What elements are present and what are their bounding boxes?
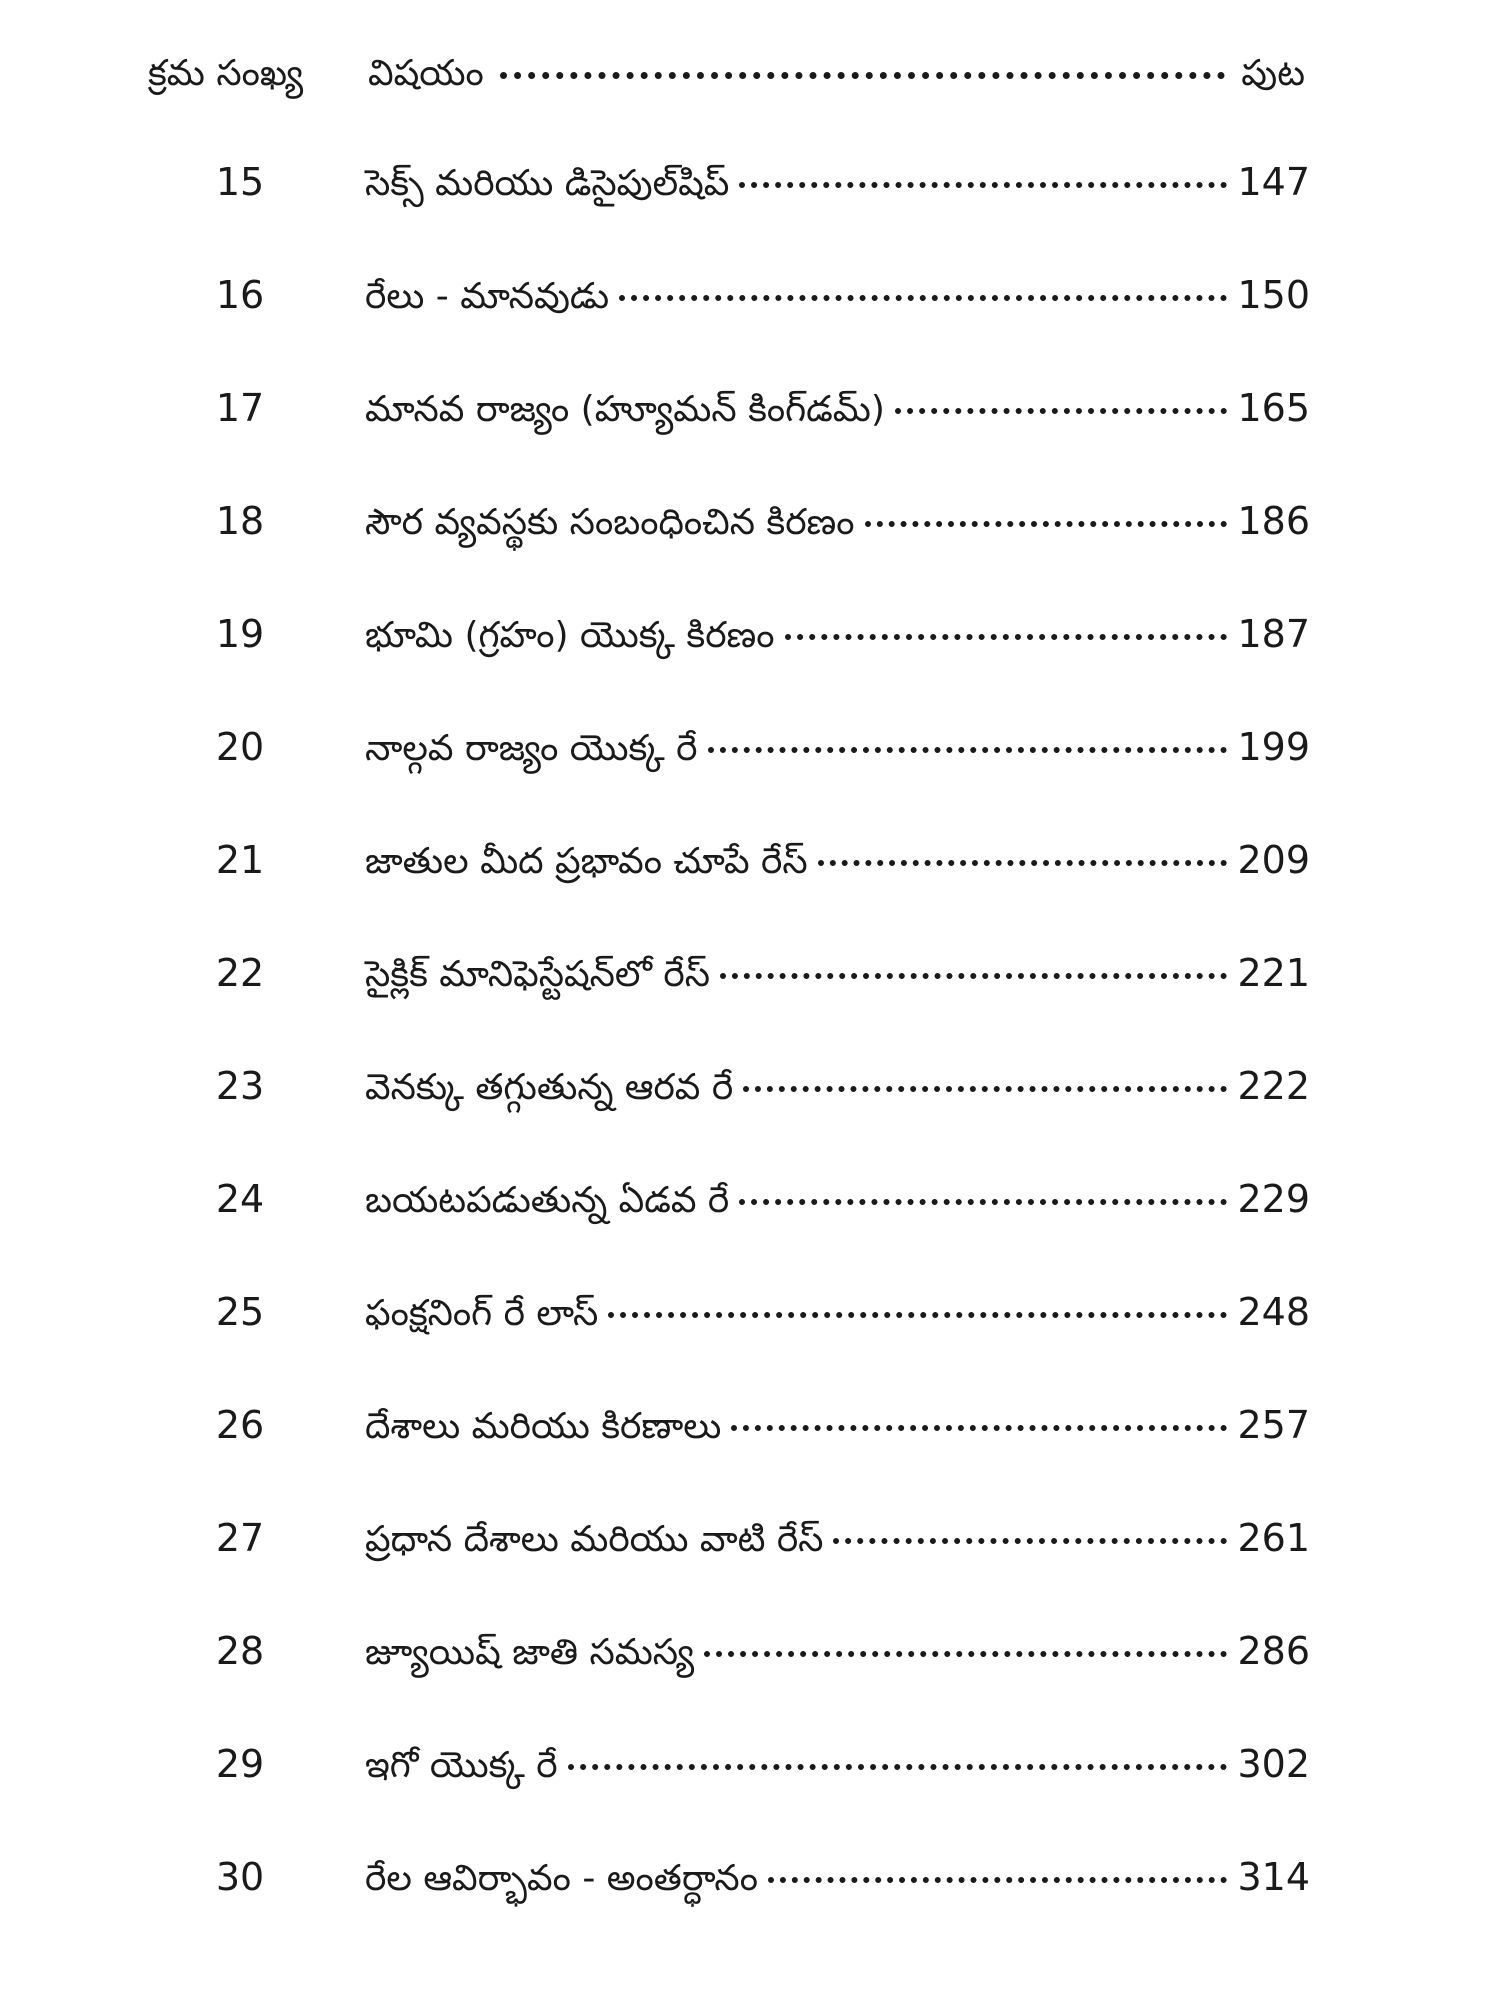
entry-page: 187 xyxy=(1237,612,1310,656)
entry-page: 286 xyxy=(1237,1629,1310,1673)
entry-number: 21 xyxy=(215,838,265,882)
header-title-label: విషయం xyxy=(368,53,484,94)
leader-dots xyxy=(865,521,1228,527)
entry-number: 23 xyxy=(215,1064,265,1108)
entry-line xyxy=(365,612,1310,665)
entry-line xyxy=(365,1064,1310,1117)
entry-number: 20 xyxy=(215,725,265,769)
toc-row xyxy=(0,715,1500,828)
entry-page: 302 xyxy=(1237,1742,1310,1786)
entry-line xyxy=(365,386,1310,439)
entry-number: 24 xyxy=(215,1177,265,1221)
toc-header xyxy=(0,45,1500,115)
entry-number: 25 xyxy=(215,1290,265,1334)
toc-row xyxy=(0,1393,1500,1506)
entry-title: ఇగో యొక్క రే xyxy=(365,1745,558,1786)
leader-dots xyxy=(739,182,1227,188)
entry-line xyxy=(365,725,1310,778)
entry-page: 314 xyxy=(1237,1855,1310,1899)
header-title-row xyxy=(368,53,1305,103)
entry-page: 165 xyxy=(1237,386,1310,430)
header-page-label: పుట xyxy=(1241,53,1305,94)
entry-page: 261 xyxy=(1237,1516,1310,1560)
toc-row xyxy=(0,602,1500,715)
entry-line xyxy=(365,1177,1310,1230)
entry-number: 29 xyxy=(215,1742,265,1786)
entry-title: మానవ రాజ్యం (హ్యూమన్ కింగ్‌డమ్) xyxy=(365,389,885,430)
entry-title: సౌర వ్యవస్థకు సంబంధించిన కిరణం xyxy=(365,502,855,543)
toc-row xyxy=(0,1506,1500,1619)
entry-title: బయటపడుతున్న ఏడవ రే xyxy=(365,1180,730,1221)
toc-row xyxy=(0,1280,1500,1393)
leader-dots xyxy=(708,747,1228,753)
entry-page: 199 xyxy=(1237,725,1310,769)
entry-line xyxy=(365,273,1310,326)
entry-number: 26 xyxy=(215,1403,265,1447)
toc-row xyxy=(0,941,1500,1054)
entry-number: 22 xyxy=(215,951,265,995)
toc-row xyxy=(0,828,1500,941)
entry-title: దేశాలు మరియు కిరణాలు xyxy=(365,1406,722,1447)
entry-title: భూమి (గ్రహం) యొక్క కిరణం xyxy=(365,615,775,656)
entry-title: నాల్గవ రాజ్యం యొక్క రే xyxy=(365,728,698,769)
entry-line xyxy=(365,951,1310,1004)
entry-number: 28 xyxy=(215,1629,265,1673)
entry-page: 186 xyxy=(1237,499,1310,543)
leader-dots xyxy=(739,1199,1227,1205)
entry-number: 27 xyxy=(215,1516,265,1560)
leader-dots xyxy=(818,860,1228,866)
header-leader-dots xyxy=(500,72,1225,79)
entry-number: 30 xyxy=(215,1855,265,1899)
leader-dots xyxy=(833,1538,1227,1544)
toc-list xyxy=(0,150,1500,1958)
entry-number: 16 xyxy=(215,273,265,317)
entry-page: 147 xyxy=(1237,160,1310,204)
entry-number: 19 xyxy=(215,612,265,656)
leader-dots xyxy=(619,295,1227,301)
entry-page: 209 xyxy=(1237,838,1310,882)
toc-row xyxy=(0,1054,1500,1167)
entry-page: 257 xyxy=(1237,1403,1310,1447)
toc-row xyxy=(0,489,1500,602)
entry-title: సైక్లిక్ మానిఫెస్టేషన్‌లో రేస్ xyxy=(365,954,711,995)
entry-title: ప్రధాన దేశాలు మరియు వాటి రేస్ xyxy=(365,1519,824,1560)
entry-page: 222 xyxy=(1237,1064,1310,1108)
toc-row xyxy=(0,1845,1500,1958)
entry-page: 229 xyxy=(1237,1177,1310,1221)
toc-row xyxy=(0,263,1500,376)
leader-dots xyxy=(568,1764,1228,1770)
entry-title: జాతుల మీద ప్రభావం చూపే రేస్ xyxy=(365,841,808,882)
toc-row xyxy=(0,1167,1500,1280)
entry-line xyxy=(365,1855,1310,1908)
toc-row xyxy=(0,150,1500,263)
entry-title: జ్యూయిష్ జాతి సమస్య xyxy=(365,1632,695,1673)
entry-line xyxy=(365,1629,1310,1682)
entry-line xyxy=(365,1742,1310,1795)
entry-line xyxy=(365,1403,1310,1456)
toc-row xyxy=(0,1732,1500,1845)
header-number-label: క్రమ సంఖ్య xyxy=(148,53,304,94)
leader-dots xyxy=(768,1877,1228,1883)
leader-dots xyxy=(731,1425,1227,1431)
entry-number: 17 xyxy=(215,386,265,430)
entry-title: రేల ఆవిర్భావం - అంతర్ధానం xyxy=(365,1858,758,1899)
leader-dots xyxy=(785,634,1228,640)
entry-page: 150 xyxy=(1237,273,1310,317)
entry-line xyxy=(365,838,1310,891)
entry-title: రేలు - మానవుడు xyxy=(365,276,610,317)
leader-dots xyxy=(704,1651,1227,1657)
entry-line xyxy=(365,1290,1310,1343)
leader-dots xyxy=(720,973,1227,979)
entry-number: 15 xyxy=(215,160,265,204)
entry-title: వెనక్కు తగ్గుతున్న ఆరవ రే xyxy=(365,1067,734,1108)
leader-dots xyxy=(743,1086,1227,1092)
entry-title: సెక్స్ మరియు డిసైపుల్‌షిప్ xyxy=(365,163,730,204)
entry-number: 18 xyxy=(215,499,265,543)
leader-dots xyxy=(608,1312,1227,1318)
leader-dots xyxy=(895,408,1228,414)
entry-line xyxy=(365,1516,1310,1569)
entry-page: 248 xyxy=(1237,1290,1310,1334)
entry-line xyxy=(365,499,1310,552)
entry-line xyxy=(365,160,1310,213)
toc-row xyxy=(0,376,1500,489)
toc-row xyxy=(0,1619,1500,1732)
entry-title: ఫంక్షనింగ్ రే లాస్ xyxy=(365,1293,599,1334)
entry-page: 221 xyxy=(1237,951,1310,995)
